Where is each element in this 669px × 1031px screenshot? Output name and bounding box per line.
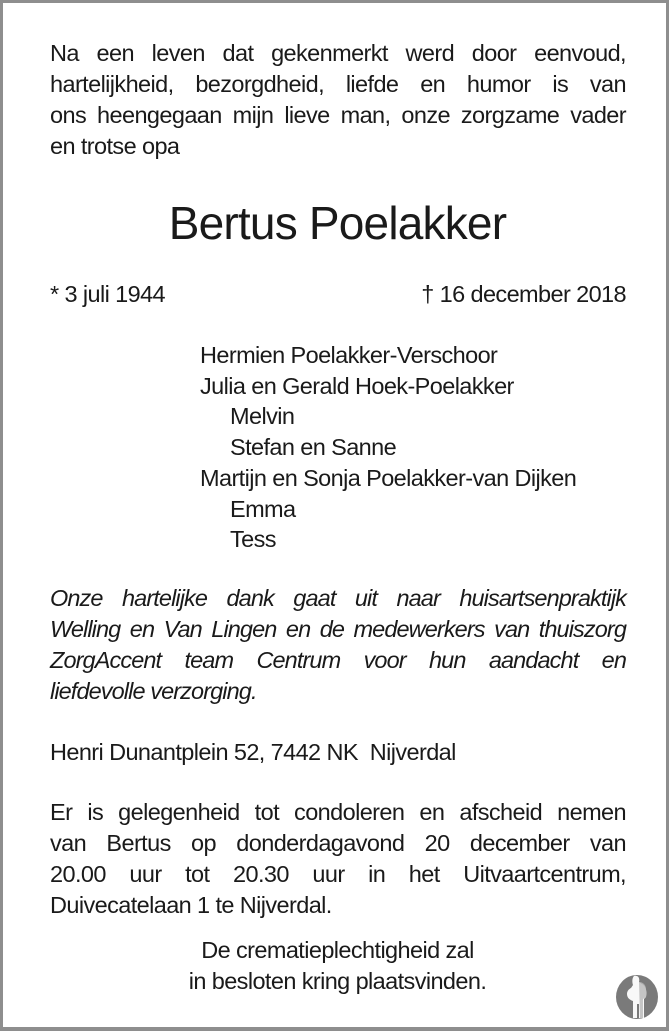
intro-line: en trotse opa <box>50 133 180 159</box>
visitation-line: Duivecatelaan 1 te Nijverdal. <box>50 892 332 918</box>
visitation-line: van Bertus op donderdagavond 20 december van <box>50 830 626 856</box>
cremation-notice <box>3 935 669 997</box>
intro-line: hartelijkheid, bezorgdheid, liefde en humor is van <box>50 71 626 97</box>
family-member: Tess <box>230 526 276 553</box>
intro-line: Na een leven dat gekenmerkt werd door eenvoud, <box>50 40 626 66</box>
thanks-paragraph <box>50 583 626 707</box>
cremation-line: De crematieplechtigheid zal <box>201 937 474 963</box>
thanks-line: liefdevolle verzorging. <box>50 678 257 704</box>
cremation-line: in besloten kring plaatsvinden. <box>188 968 487 994</box>
deceased-name: Bertus Poelakker <box>168 197 507 249</box>
family-member: Emma <box>230 495 296 522</box>
family-member: Martijn en Sonja Poelakker-van Dijken <box>200 464 577 491</box>
thanks-line: Welling en Van Lingen en de medewerkers van thuiszorg <box>50 616 626 642</box>
address: Henri Dunantplein 52, 7442 NK Nijverdal <box>50 739 456 765</box>
embrace-logo-icon <box>613 971 661 1019</box>
visitation-line: Er is gelegenheid tot condoleren en afscheid nemen <box>50 799 626 825</box>
death-date: † 16 december 2018 <box>421 281 626 307</box>
family-member: Stefan en Sanne <box>230 434 397 461</box>
birth-date: * 3 juli 1944 <box>50 281 166 307</box>
visitation-paragraph <box>50 797 626 921</box>
family-member: Julia en Gerald Hoek-Poelakker <box>200 372 514 399</box>
family-member: Melvin <box>230 403 295 430</box>
thanks-line: ZorgAccent team Centrum voor hun aandacht en <box>50 647 626 673</box>
intro-paragraph <box>50 38 626 162</box>
family-member: Hermien Poelakker-Verschoor <box>200 342 498 368</box>
intro-line: ons heengegaan mijn lieve man, onze zorgzame vader <box>50 102 626 128</box>
visitation-line: 20.00 uur tot 20.30 uur in het Uitvaartcentrum, <box>50 861 626 887</box>
thanks-line: Onze hartelijke dank gaat uit naar huisartsenpraktijk <box>50 585 626 611</box>
family-list <box>200 340 576 555</box>
